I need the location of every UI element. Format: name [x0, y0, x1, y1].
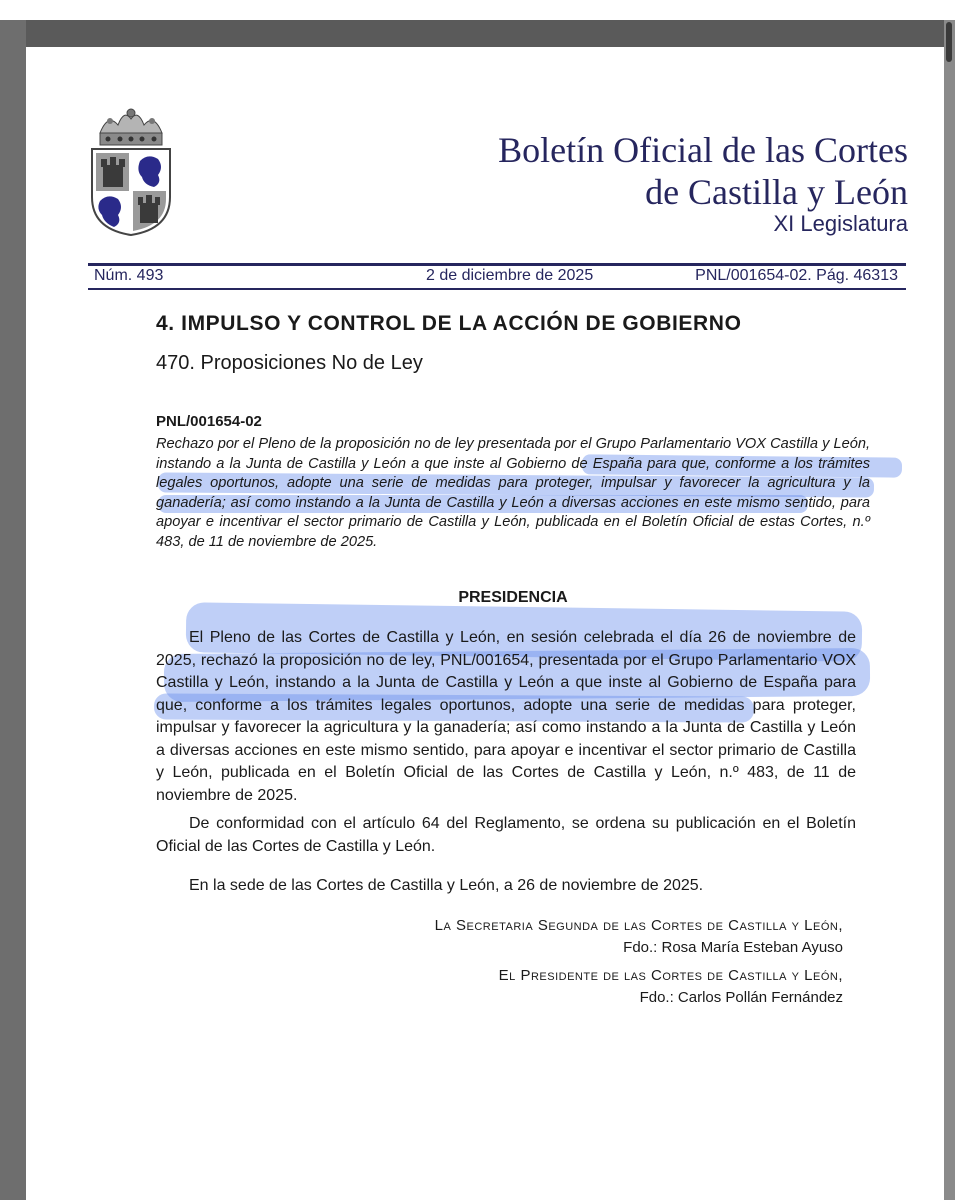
issue-date: 2 de diciembre de 2025 [426, 267, 594, 284]
scrollbar-thumb[interactable] [946, 22, 952, 62]
signature-name-presidente: Fdo.: Carlos Pollán Fernández [639, 989, 843, 1006]
header-rule-bottom [88, 288, 906, 290]
issue-number: Núm. 493 [94, 267, 164, 284]
subsection-title: 470. Proposiciones No de Ley [156, 352, 423, 374]
section-title: 4. IMPULSO Y CONTROL DE LA ACCIÓN DE GOBIERNO [156, 312, 742, 335]
bulletin-subtitle: de Castilla y León [645, 172, 908, 212]
page-reference: PNL/001654-02. Pág. 46313 [695, 267, 898, 284]
left-margin [0, 20, 26, 1200]
bulletin-title: Boletín Oficial de las Cortes [498, 130, 908, 170]
header-rule-top [88, 263, 906, 266]
body-paragraph-3: En la sede de las Cortes de Castilla y León, a 26 de noviembre de 2025. [189, 877, 704, 894]
document-page [26, 47, 944, 1200]
signature-role-presidente: El Presidente de las Cortes de Castilla y León, [498, 967, 843, 984]
body-paragraph-1: El Pleno de las Cortes de Castilla y León, en sesión celebrada el día 26 de noviembre de 2025, rechazó la proposición no de ley, PNL/001654, presentada por el Grupo Parlamentario VOX Castilla y León, instando a la Junta de Castilla y León a que inste al Gobierno de España para que, conforme a los trámites legales oportunos, adopte una serie de medidas para proteger, impulsar y favorecer la agricultura y la ganadería; así como instando a la Junta de Castilla y León a diversas acciones en este mismo sentido, para apoyar e incentivar el sector primario de Castilla y León, publicada en el Boletín Oficial de las Cortes de Castilla y León, n.º 483, de 11 de noviembre de 2025. [156, 629, 856, 804]
body-paragraph-2: De conformidad con el artículo 64 del Reglamento, se ordena su publicación en el Boletín Oficial de las Cortes de Castilla y León. [156, 815, 856, 855]
coat-of-arms-icon [88, 105, 174, 237]
legislature-label: XI Legislatura [773, 211, 908, 236]
signature-role-secretaria: La Secretaria Segunda de las Cortes de Castilla y León, [434, 917, 843, 934]
signature-name-secretaria: Fdo.: Rosa María Esteban Ayuso [623, 939, 843, 956]
scrollbar-track[interactable] [944, 20, 955, 1200]
document-code: PNL/001654-02 [156, 413, 262, 430]
document-summary: Rechazo por el Pleno de la proposición no de ley presentada por el Grupo Parlamentario VOX Castilla y León, instando a la Junta de Castilla y León a que inste al Gobierno de España para que, conforme a los trámites legales oportunos, adopte una serie de medidas para proteger, impulsar y favorecer la agricultura y la ganadería; así como instando a la Junta de Castilla y León a diversas acciones en este mismo sentido, para apoyar e incentivar el sector primario de Castilla y León, publicada en el Boletín Oficial de estas Cortes, n.º 483, de 11 de noviembre de 2025. [156, 436, 870, 550]
presidencia-heading: PRESIDENCIA [458, 589, 568, 606]
top-bar [0, 0, 955, 20]
